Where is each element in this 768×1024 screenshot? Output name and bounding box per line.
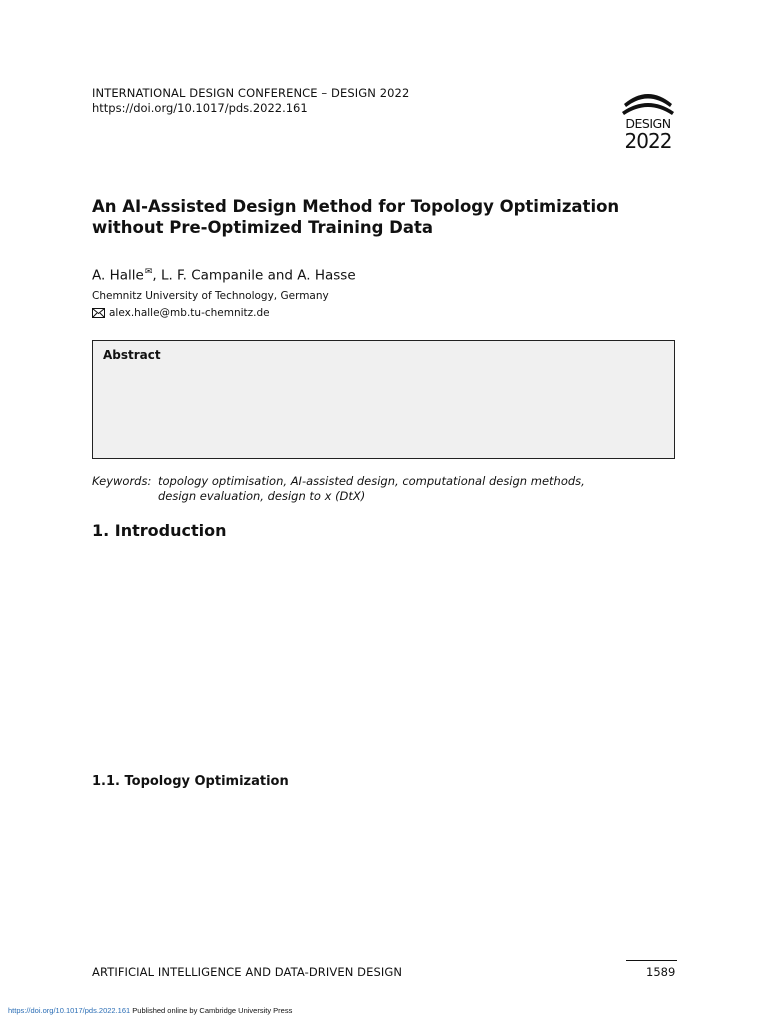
corresponding-author-mail-icon: ✉ <box>144 267 153 277</box>
footer-doi-link[interactable]: https://doi.org/10.1017/pds.2022.161 <box>8 1006 131 1015</box>
contact-email[interactable]: alex.halle@mb.tu-chemnitz.de <box>109 307 270 319</box>
contact-email-row <box>92 307 270 319</box>
page-number: 1589 <box>646 965 676 979</box>
published-note: Published online by Cambridge University Press <box>130 1006 293 1015</box>
author-list <box>92 267 356 284</box>
logo-year: 2022 <box>624 129 672 153</box>
envelope-icon <box>92 308 105 318</box>
keywords-label: Keywords: <box>92 474 152 488</box>
logo-word: DESIGN <box>625 116 671 131</box>
design-2022-logo <box>618 86 678 154</box>
keywords-text: topology optimisation, AI-assisted design, computational design methods, design evaluation, design to x (DtX) <box>158 474 585 503</box>
publication-line <box>8 1006 292 1015</box>
header-doi[interactable]: https://doi.org/10.1017/pds.2022.161 <box>92 101 308 115</box>
author-rest: , L. F. Campanile and A. Hasse <box>152 267 356 284</box>
abstract-heading: Abstract <box>103 348 161 362</box>
affiliation: Chemnitz University of Technology, Germany <box>92 290 329 302</box>
section-heading-introduction: 1. Introduction <box>92 521 227 540</box>
conference-name: INTERNATIONAL DESIGN CONFERENCE – DESIGN 2022 <box>92 86 410 100</box>
footer-track: ARTIFICIAL INTELLIGENCE AND DATA-DRIVEN DESIGN <box>92 965 403 979</box>
subsection-heading-topology: 1.1. Topology Optimization <box>92 774 289 789</box>
footer-rule <box>626 960 677 961</box>
logo-arch-icon <box>620 86 676 116</box>
abstract-box <box>92 340 675 459</box>
author-first: A. Halle <box>92 267 144 284</box>
paper-title: An AI-Assisted Design Method for Topology Optimization without Pre-Optimized Training Data <box>92 197 620 237</box>
